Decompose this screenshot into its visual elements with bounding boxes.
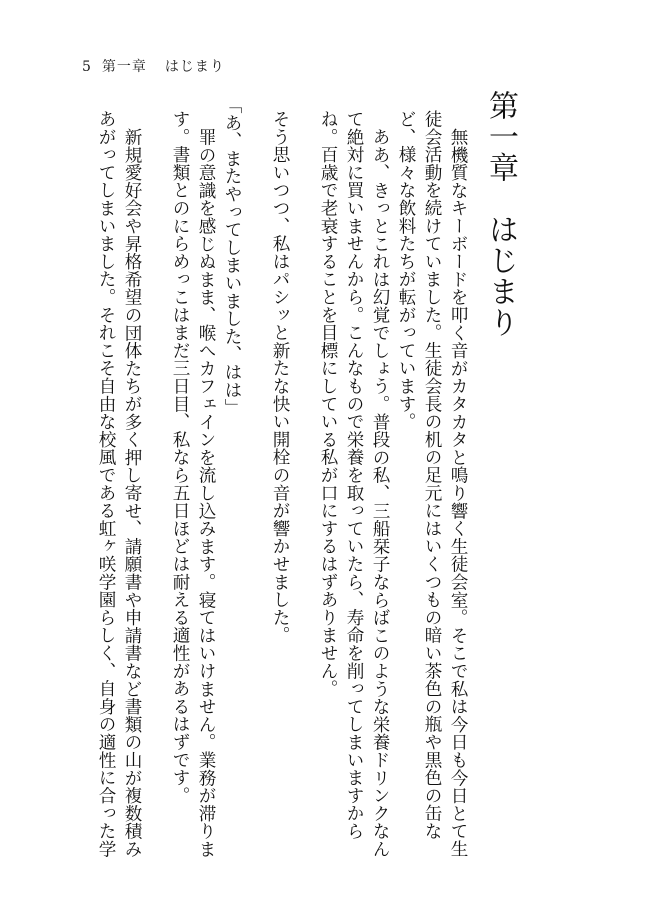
text-line: ね。百歳で老衰することを目標にしている私が口にするはずありません。 <box>318 110 338 698</box>
page-number: 5 <box>82 59 92 75</box>
chapter-title: 第一章 はじまり <box>483 90 518 338</box>
running-head-chapter: 第一章 <box>101 59 147 75</box>
running-head-section: はじまり <box>164 59 225 75</box>
text-line: す。書類とのにらめっこはまだ三日目、私なら五日ほどは耐える適性があるはずです。 <box>170 110 190 805</box>
text-line: 「あ、またやってしまいました、はは」 <box>222 96 242 417</box>
text-line: あがってしまいました。それこそ自由な校風である虹ヶ咲学園らしく、自身の適性に合った学 <box>96 110 116 858</box>
text-line: 無機質なキーボードを叩く音がカタカタと鳴り響く生徒会室。そこで私は今日も今日とて生 <box>448 128 468 858</box>
text-line: ああ、きっとこれは幻覚でしょう。普段の私、三船栞子ならばこのような栄養ドリンクなん <box>370 128 390 858</box>
text-line: ど、様々な飲料たちが転がっています。 <box>396 110 416 431</box>
running-head <box>82 56 225 76</box>
text-line: そう思いつつ、私はパシッと新たな快い開栓の音が響かせました。 <box>270 110 290 644</box>
text-line: 罪の意識を感じぬまま、喉へカフェインを流し込みます。寝てはいけません。業務が滞りま <box>196 128 216 858</box>
text-line: 新規愛好会や昇格希望の団体たちが多く押し寄せ、請願書や申請書など書類の山が複数積み <box>122 128 142 858</box>
text-line: て絶対に買いませんから。こんなもので栄養を取っていたら、寿命を削ってしまいますから <box>344 110 364 840</box>
text-line: 徒会活動を続けていました。生徒会長の机の足元にはいくつもの暗い茶色の瓶や黒色の缶な <box>422 110 442 840</box>
